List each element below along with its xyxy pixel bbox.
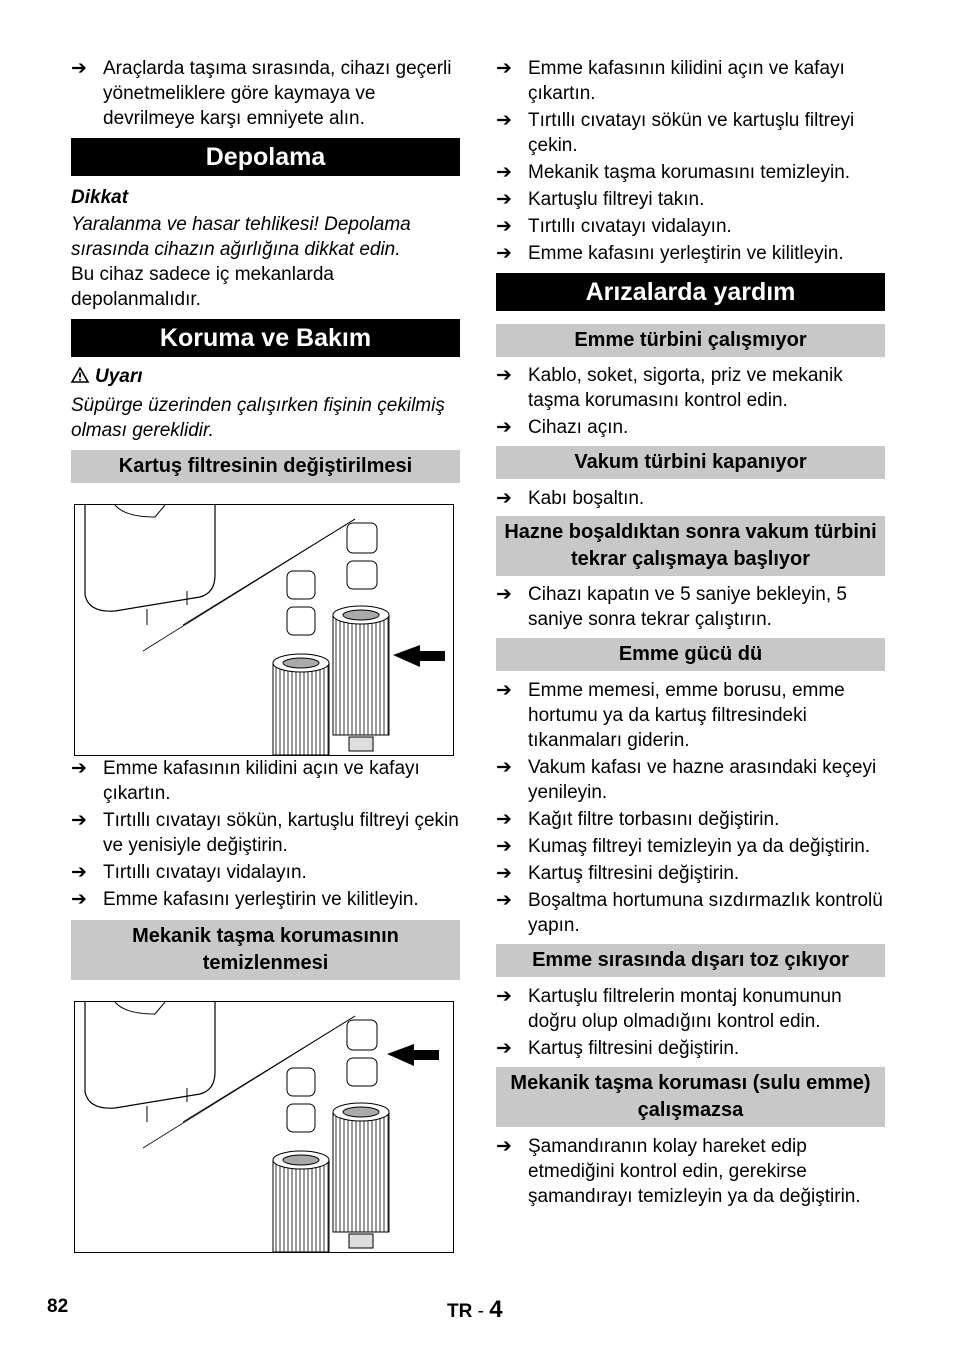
overflow-steps	[496, 56, 885, 266]
arrow-right-icon: ➔	[496, 757, 512, 778]
arrow-right-icon: ➔	[496, 584, 512, 605]
section-bullets	[496, 1134, 885, 1209]
list-item: ➔ Emme kafasını yerleştirin ve kilitleyin.	[71, 889, 419, 910]
arrow-right-icon: ➔	[496, 890, 512, 911]
arrow-right-icon: ➔	[71, 810, 87, 831]
list-item: ➔ Kartuşlu filtreyi takın.	[496, 189, 705, 210]
list-item: ➔ Emme kafasının kilidini açın ve kafayı çıkartın.	[71, 758, 420, 804]
section-page-label: TR - 4	[447, 1296, 503, 1323]
list-item: ➔ Tırtıllı cıvatayı vidalayın.	[71, 862, 307, 883]
caution-text: Yaralanma ve hasar tehlikesi! Depolama sırasında cihazın ağırlığına dikkat edin.	[71, 214, 411, 260]
left-column	[71, 56, 460, 1253]
list-item: ➔ Emme memesi, emme borusu, emme hortumu ya da kartuş filtresindeki tıkanmaları giderin.	[496, 680, 845, 751]
arrow-right-icon: ➔	[496, 488, 512, 509]
list-item: ➔ Araçlarda taşıma sırasında, cihazı geçerli yönetmeliklere göre kaymaya ve devrilmeye karşı emniyete alın.	[71, 58, 452, 129]
section-bullets	[496, 582, 885, 632]
arrow-right-icon: ➔	[71, 58, 87, 79]
list-item: ➔ Emme kafasının kilidini açın ve kafayı çıkartın.	[496, 58, 845, 104]
arrow-right-icon: ➔	[496, 986, 512, 1007]
section-heading: Emme gücü dü	[496, 638, 885, 671]
list-item: ➔ Tırtıllı cıvatayı vidalayın.	[496, 216, 732, 237]
list-item: ➔ Kumaş filtreyi temizleyin ya da değiştirin.	[496, 836, 871, 857]
arrow-right-icon: ➔	[496, 809, 512, 830]
warning-label: Uyarı	[71, 366, 460, 388]
list-item: ➔ Tırtıllı cıvatayı sökün, kartuşlu filtreyi çekin ve yenisiyle değiştirin.	[71, 810, 459, 856]
section-heading: Mekanik taşma koruması (sulu emme) çalışmazsa	[496, 1067, 885, 1127]
right-column	[496, 56, 885, 1211]
list-item: ➔ Emme kafasını yerleştirin ve kilitleyin.	[496, 243, 844, 264]
arrow-right-icon: ➔	[71, 889, 87, 910]
filter-illustration	[75, 505, 453, 755]
list-item: ➔ Kabı boşaltın.	[496, 488, 645, 509]
list-item: ➔ Kartuşlu filtrelerin montaj konumunun doğru olup olmadığını kontrol edin.	[496, 986, 842, 1032]
overflow-heading: Mekanik taşma korumasının temizlenmesi	[71, 920, 460, 980]
storage-note: Bu cihaz sadece iç mekanlarda depolanmalıdır.	[71, 264, 334, 310]
arrow-right-icon: ➔	[496, 365, 512, 386]
troubleshooting-heading: Arızalarda yardım	[496, 273, 885, 311]
arrow-right-icon: ➔	[496, 216, 512, 237]
list-item: ➔ Kağıt filtre torbasını değiştirin.	[496, 809, 780, 830]
list-item: ➔ Cihazı kapatın ve 5 saniye bekleyin, 5 saniye sonra tekrar çalıştırın.	[496, 584, 847, 630]
cartridge-bullets	[71, 756, 460, 912]
section-bullets	[496, 678, 885, 938]
list-item: ➔ Kablo, soket, sigorta, priz ve mekanik taşma korumasını kontrol edin.	[496, 365, 843, 411]
cartridge-filter-figure	[74, 504, 454, 756]
arrow-right-icon: ➔	[496, 243, 512, 264]
warning-triangle-icon	[71, 367, 89, 383]
arrow-right-icon: ➔	[496, 162, 512, 183]
arrow-right-icon: ➔	[71, 758, 87, 779]
list-item: ➔ Cihazı açın.	[496, 417, 629, 438]
caution-label: Dikkat	[71, 187, 129, 208]
section-bullets	[496, 363, 885, 440]
section-bullets	[496, 984, 885, 1061]
arrow-right-icon: ➔	[496, 836, 512, 857]
page-number: 82	[47, 1296, 69, 1317]
section-heading: Emme türbini çalışmıyor	[496, 324, 885, 357]
list-item: ➔ Tırtıllı cıvatayı sökün ve kartuşlu filtreyi çekin.	[496, 110, 855, 156]
section-heading: Hazne boşaldıktan sonra vakum türbini tekrar çalışmaya başlıyor	[496, 516, 885, 576]
section-heading: Vakum türbini kapanıyor	[496, 446, 885, 479]
overflow-protection-figure	[74, 1001, 454, 1253]
list-item: ➔ Boşaltma hortumuna sızdırmazlık kontrolü yapın.	[496, 890, 883, 936]
list-item: ➔ Şamandıranın kolay hareket edip etmediğini kontrol edin, gerekirse şamandırayı temizleyin ya da değiştirin.	[496, 1136, 861, 1207]
list-item: ➔ Vakum kafası ve hazne arasındaki keçeyi yenileyin.	[496, 757, 877, 803]
list-item: ➔ Mekanik taşma korumasını temizleyin.	[496, 162, 851, 183]
arrow-right-icon: ➔	[496, 110, 512, 131]
intro-bullets	[71, 56, 460, 131]
section-heading: Emme sırasında dışarı toz çıkıyor	[496, 944, 885, 977]
arrow-right-icon: ➔	[496, 863, 512, 884]
arrow-right-icon: ➔	[496, 1038, 512, 1059]
arrow-right-icon: ➔	[496, 189, 512, 210]
list-item: ➔ Kartuş filtresini değiştirin.	[496, 1038, 740, 1059]
arrow-right-icon: ➔	[496, 680, 512, 701]
arrow-right-icon: ➔	[496, 58, 512, 79]
arrow-right-icon: ➔	[496, 417, 512, 438]
overflow-illustration	[75, 1002, 453, 1252]
warning-text: Süpürge üzerinden çalışırken fişinin çekilmiş olması gereklidir.	[71, 395, 445, 441]
arrow-right-icon: ➔	[496, 1136, 512, 1157]
arrow-right-icon: ➔	[71, 862, 87, 883]
cartridge-heading: Kartuş filtresinin değiştirilmesi	[71, 450, 460, 483]
storage-heading: Depolama	[71, 138, 460, 176]
section-bullets	[496, 486, 885, 511]
list-item: ➔ Kartuş filtresini değiştirin.	[496, 863, 740, 884]
maintenance-heading: Koruma ve Bakım	[71, 319, 460, 357]
